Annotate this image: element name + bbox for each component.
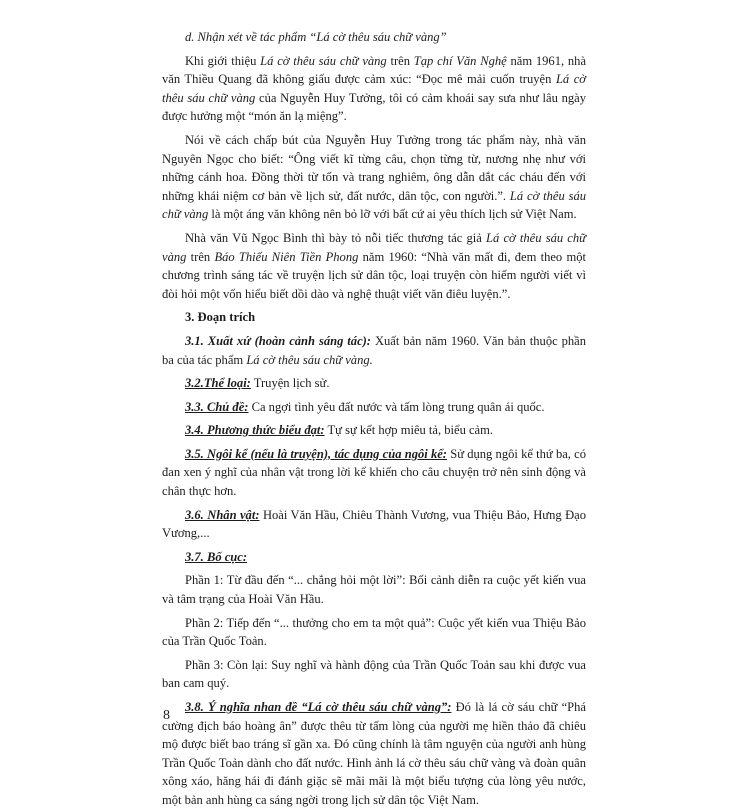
book-title: Lá cờ thêu sáu chữ vàng	[260, 53, 387, 68]
item-label: 3.1. Xuất xứ (hoàn cảnh sáng tác):	[185, 333, 371, 348]
text-run: trên	[386, 53, 414, 68]
text-run: năm 1961, nhà văn Thiều Quang đã không giấu được cảm xúc: “Đọc mê mải cuốn truyện	[162, 53, 587, 87]
structure-part-3: Phần 3: Còn lại: Suy nghĩ và hành động của Trần Quốc Toản sau khi được vua ban cam quý.	[162, 657, 586, 691]
item-label: 3.4. Phương thức biểu đạt:	[185, 423, 325, 438]
paragraph-vu-ngoc-binh	[162, 229, 586, 303]
item-3-4-mode	[162, 421, 586, 440]
item-label: 3.5. Ngôi kể (nếu là truyện), tác dụng của ngôi kể:	[185, 446, 447, 461]
item-text: Xuất bản năm 1960. Văn bản thuộc phần ba của tác phẩm	[162, 333, 586, 367]
paragraph-nguyen-ngoc	[162, 131, 586, 224]
book-title: Lá cờ thêu sáu chữ vàng	[162, 72, 587, 105]
text-run: Nói về cách chấp bút của Nguyễn Huy Tưởng trong tác phẩm này, nhà văn Nguyên Ngọc cho biết: “Ông viết kĩ từng câu, chọn từng từ, nương nhẹ như với những cánh hoa. Đồng thời từ tốn và trang nghiêm, ông dẫn dắt các cháu đến với những khái niệm cơ bản về lịch sử, đất nước, dân tộc, con người.”.	[162, 132, 586, 203]
item-text: Truyện lịch sử.	[250, 376, 330, 391]
newspaper-title: Báo Thiếu Niên Tiền Phong	[214, 249, 359, 264]
item-text: Ca ngợi tình yêu đất nước và tấm lòng trung quân ái quốc.	[248, 399, 545, 414]
item-text: Đó là lá cờ sáu chữ “Phá cường địch báo hoàng ân” được thêu từ tấm lòng của người mẹ hiền thảo đã chiêu mộ được biết bao tráng sĩ gần xa. Đó cũng chính là tâm nguyện của người anh hùng Trần Quốc Toản dành cho đất nước. Hình ảnh lá cờ thêu sáu chữ vàng và đoàn quân xông xáo, hăng hái đi đánh giặc sẽ mãi mãi là một biểu tượng của lòng yêu nước, một bản anh hùng ca sáng ngời trong lịch sử dân tộc Việt Nam.	[162, 700, 586, 807]
book-title: Lá cờ thêu sáu chữ vàng	[162, 188, 586, 222]
book-title: Lá cờ thêu sáu chữ vàng.	[246, 352, 373, 367]
section-heading-3: 3. Đoạn trích	[185, 310, 256, 325]
item-3-8-title-meaning	[162, 698, 586, 810]
text-run: Khi giới thiệu	[185, 53, 261, 68]
item-label: 3.2.Thể loại:	[185, 376, 251, 391]
item-3-1-origin	[162, 332, 586, 369]
magazine-title: Tạp chí Văn Nghệ	[413, 53, 507, 68]
text-run: năm 1960: “Nhà văn mất đi, đem theo một chương trình sáng tác về truyện lịch sử dân tộc, loại truyện còn hiếm người viết vì đòi hỏi một vốn hiểu biết dồi dào và nghệ thuật viết văn điêu luyện.”.	[162, 249, 586, 301]
item-text: Hoài Văn Hầu, Chiêu Thành Vương, vua Thiệu Bảo, Hưng Đạo Vương,...	[162, 507, 586, 541]
text-run: Nhà văn Vũ Ngọc Bình thì bày tỏ nỗi tiếc thương tác giả	[185, 230, 487, 245]
paragraph-thieu-quang	[162, 52, 586, 126]
item-label: 3.7. Bố cục:	[185, 549, 248, 564]
item-3-6-characters	[162, 506, 586, 543]
item-text: Tự sự kết hợp miêu tả, biểu cảm.	[324, 423, 494, 438]
book-title: Lá cờ thêu sáu chữ vàng	[162, 230, 586, 264]
item-label: 3.3. Chủ đề:	[185, 399, 249, 414]
item-label: 3.8. Ý nghĩa nhan đề “Lá cờ thêu sáu chữ vàng”:	[185, 700, 452, 714]
item-label: 3.6. Nhân vật:	[185, 507, 260, 522]
page-body	[162, 28, 586, 810]
text-run: trên	[186, 249, 215, 264]
section-heading-d: d. Nhận xét về tác phẩm “Lá cờ thêu sáu chữ vàng”	[185, 30, 447, 44]
item-text: Sử dụng ngôi kể thứ ba, có đan xen ý nghĩ của nhân vật trong lời kể khiến cho câu chuyện trở nên sinh động và chân thực hơn.	[162, 446, 586, 499]
text-run: của Nguyễn Huy Tưởng, tôi có cảm khoái say sưa như lâu ngày được hưởng một “món ăn lạ miệng”.	[162, 90, 586, 124]
item-3-3-theme	[162, 398, 586, 417]
page-number: 8	[163, 708, 170, 723]
structure-part-1: Phần 1: Từ đầu đến “... chẳng hỏi một lời”: Bối cảnh diễn ra cuộc yết kiến vua và tâm trạng của Hoài Văn Hầu.	[162, 573, 586, 607]
item-3-5-narration	[162, 445, 586, 501]
text-run: là một áng văn không nên bỏ lỡ với bất cứ ai yêu thích lịch sử Việt Nam.	[208, 207, 577, 222]
structure-part-2: Phần 2: Tiếp đến “... thưởng cho em ta một quả”: Cuộc yết kiến vua Thiệu Bảo của Trần Quốc Toản.	[162, 615, 586, 649]
item-3-2-genre	[162, 374, 586, 393]
item-3-7-structure	[162, 548, 586, 567]
